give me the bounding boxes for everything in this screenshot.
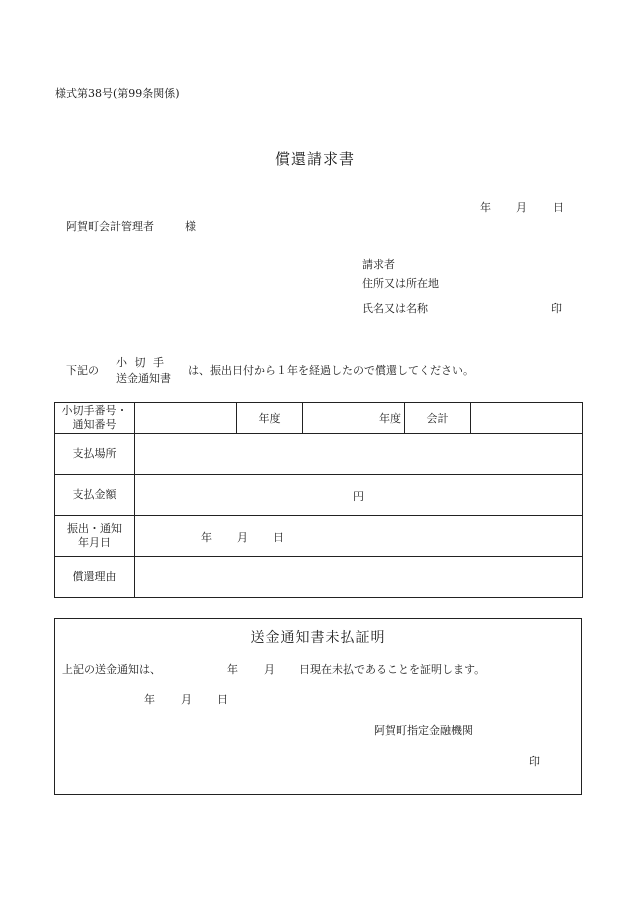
check-number-label-line1: 小切手番号・: [61, 404, 128, 417]
issue-date-month: 月: [237, 531, 248, 544]
requester-name-label: 氏名又は名称: [362, 302, 428, 315]
payment-amount-field[interactable]: [135, 475, 583, 516]
document-title: 償還請求書: [274, 150, 355, 168]
check-number-label-line2: 通知番号: [72, 418, 117, 431]
issue-date-year: 年: [201, 531, 212, 544]
certificate-date-day: 日: [217, 693, 228, 706]
issue-date-label-line2: 年月日: [78, 536, 111, 549]
payment-place-row: [55, 434, 583, 475]
statement-option-remittance: 送金通知書: [116, 372, 171, 385]
reason-field[interactable]: [135, 557, 583, 598]
date-year-label: 年: [480, 201, 491, 214]
requester-seal-mark: 印: [551, 302, 562, 315]
issue-date-label: [55, 516, 135, 557]
addressee-honorific: 様: [185, 220, 196, 233]
requester-label: 請求者: [362, 258, 395, 271]
claim-details-table: [54, 402, 583, 598]
reason-label: 償還理由: [55, 557, 135, 598]
requester-address-label: 住所又は所在地: [362, 277, 439, 290]
certificate-bank-name: 阿賀町指定金融機関: [374, 724, 473, 737]
check-number-field[interactable]: [135, 403, 237, 434]
certificate-line-prefix: 上記の送金通知は、: [62, 663, 161, 676]
payment-place-field[interactable]: [135, 434, 583, 475]
certificate-title: 送金通知書未払証明: [250, 630, 386, 646]
unpaid-certificate-box: [54, 618, 582, 795]
statement-text: は、振出日付から１年を経過したので償還してください。: [188, 364, 474, 377]
issue-date-label-line1: 振出・通知: [67, 522, 122, 535]
payment-amount-label: 支払金額: [55, 475, 135, 516]
check-number-row: [55, 403, 583, 434]
check-number-label: [55, 403, 135, 434]
payment-place-label: 支払場所: [55, 434, 135, 475]
date-month-label: 月: [516, 201, 527, 214]
certificate-year: 年: [227, 663, 238, 676]
certificate-seal-mark: 印: [529, 755, 540, 768]
fiscal-year-label: 年度: [237, 403, 303, 434]
account-label: 会計: [405, 403, 471, 434]
certificate-month: 月: [264, 663, 275, 676]
fiscal-year-field[interactable]: [303, 403, 405, 434]
account-field[interactable]: [471, 403, 583, 434]
form-number: 様式第38号(第99条関係): [55, 87, 180, 100]
certificate-line-suffix: 日現在未払であることを証明します。: [299, 663, 486, 676]
certificate-date-year: 年: [144, 693, 155, 706]
fiscal-year-label-2: 年度: [379, 412, 401, 425]
addressee-name: 阿賀町会計管理者: [66, 220, 154, 233]
date-day-label: 日: [553, 201, 564, 214]
certificate-date-month: 月: [181, 693, 192, 706]
statement-prefix: 下記の: [66, 364, 99, 377]
reason-row: [55, 557, 583, 598]
issue-date-field[interactable]: [135, 516, 583, 557]
issue-date-row: [55, 516, 583, 557]
issue-date-day: 日: [273, 531, 284, 544]
payment-amount-row: [55, 475, 583, 516]
statement-option-check: 小 切 手: [116, 356, 166, 369]
yen-label: 円: [353, 490, 364, 503]
